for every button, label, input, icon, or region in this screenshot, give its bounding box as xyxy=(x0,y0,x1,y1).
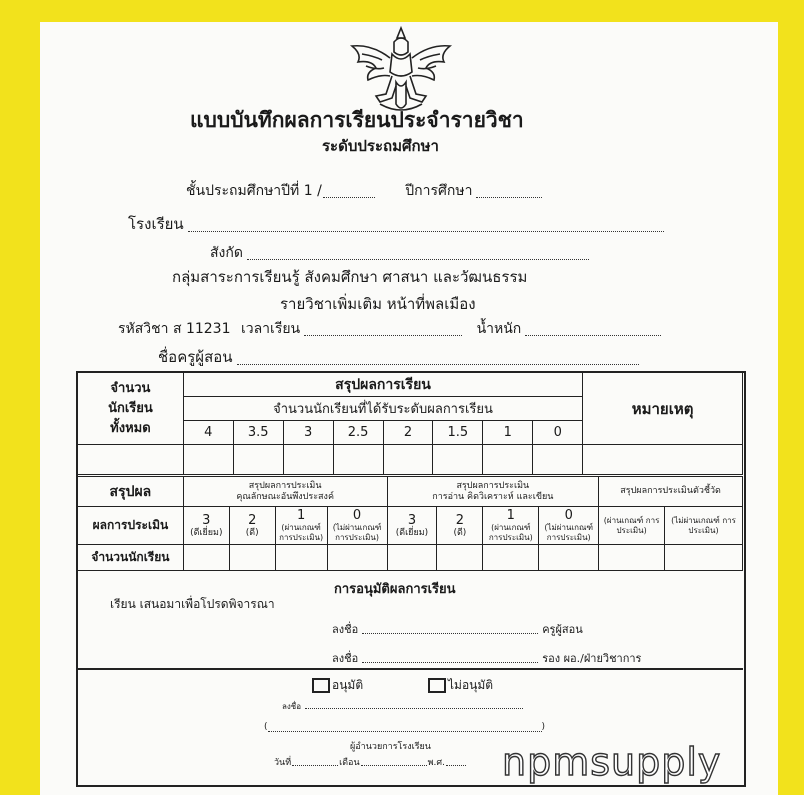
grade-label: ชั้นประถมศึกษาปีที่ 1 / xyxy=(186,183,322,199)
trait-level-1: 1 (ผ่านเกณฑ์ การประเมิน) xyxy=(275,507,327,545)
date-year-field[interactable] xyxy=(446,764,466,766)
indicator-pass: (ผ่านเกณฑ์ การประเมิน) xyxy=(599,507,665,545)
count-grade-0[interactable] xyxy=(533,445,583,475)
grade-2-5: 2.5 xyxy=(333,421,383,445)
district-line xyxy=(210,242,593,264)
results-subheader: จำนวนนักเรียนที่ได้รับระดับผลการเรียน xyxy=(183,397,582,421)
count-label: จำนวนนักเรียน xyxy=(78,545,184,571)
form-title: แบบบันทึกผลการเรียนประจำรายวิชา xyxy=(190,108,524,132)
deputy-role: รอง ผอ./ฝ่ายวิชาการ xyxy=(542,652,642,665)
deputy-sign-field[interactable] xyxy=(362,661,538,663)
grade-1: 1 xyxy=(483,421,533,445)
count-grade-1-5[interactable] xyxy=(433,445,483,475)
grade-2: 2 xyxy=(383,421,433,445)
reading-level-2: 2 (ดี) xyxy=(437,507,483,545)
reading-count-3[interactable] xyxy=(387,545,437,571)
director-name-line: ( ) xyxy=(264,722,546,732)
watermark-text: npmsupply xyxy=(502,740,722,784)
grade-0: 0 xyxy=(533,421,583,445)
remarks-cell[interactable] xyxy=(583,445,743,475)
district-label: สังกัด xyxy=(210,245,243,261)
hours-label: เวลาเรียน xyxy=(240,321,301,337)
count-grade-2-5[interactable] xyxy=(333,445,383,475)
trait-level-0: 0 (ไม่ผ่านเกณฑ์ การประเมิน) xyxy=(327,507,387,545)
subject-group: กลุ่มสาระการเรียนรู้ สังคมศึกษา ศาสนา และวัฒนธรรม xyxy=(172,268,528,286)
eval-label: ผลการประเมิน xyxy=(78,507,184,545)
grade-3: 3 xyxy=(283,421,333,445)
results-header: สรุปผลการเรียน xyxy=(183,373,582,397)
school-field[interactable] xyxy=(188,230,664,232)
teacher-role: ครูผู้สอน xyxy=(542,623,583,636)
assessment-table xyxy=(77,476,743,571)
count-grade-2[interactable] xyxy=(383,445,433,475)
reading-count-2[interactable] xyxy=(437,545,483,571)
count-grade-4[interactable] xyxy=(183,445,233,475)
teacher-field[interactable] xyxy=(237,363,639,365)
school-line xyxy=(128,212,668,236)
code-label: รหัสวิชา ส 11231 xyxy=(118,321,231,337)
subject-name: รายวิชาเพิ่มเติม หน้าที่พลเมือง xyxy=(280,295,476,313)
hours-field[interactable] xyxy=(304,334,462,336)
count-grade-3[interactable] xyxy=(283,445,333,475)
reading-count-1[interactable] xyxy=(483,545,539,571)
desired-traits-header: สรุปผลการประเมิน คุณลักษณะอันพึงประสงค์ xyxy=(183,477,387,507)
indicator-fail: (ไม่ผ่านเกณฑ์ การประเมิน) xyxy=(665,507,743,545)
teacher-sign-field[interactable] xyxy=(362,632,538,634)
summary-table xyxy=(77,372,743,475)
indicator-count-pass[interactable] xyxy=(599,545,665,571)
code-line xyxy=(118,318,665,340)
reading-count-0[interactable] xyxy=(539,545,599,571)
director-title: ผู้อำนวยการโรงเรียน xyxy=(350,742,431,752)
form-level: ระดับประถมศึกษา xyxy=(322,137,439,155)
reading-level-3: 3 (ดีเยี่ยม) xyxy=(387,507,437,545)
trait-count-1[interactable] xyxy=(275,545,327,571)
date-day-field[interactable] xyxy=(292,764,338,766)
total-students-header: จำนวน นักเรียน ทั้งหมด xyxy=(78,373,184,445)
approve-option[interactable]: อนุมัติ xyxy=(312,676,363,695)
approval-intro: เรียน เสนอมาเพื่อโปรดพิจารณา xyxy=(110,597,275,611)
grade-line xyxy=(186,180,546,202)
date-line: วันที่ เดือน พ.ศ. xyxy=(274,755,467,769)
teacher-sign-line: ลงชื่อ ครูผู้สอน xyxy=(332,623,583,636)
school-label: โรงเรียน xyxy=(128,215,184,233)
trait-count-2[interactable] xyxy=(229,545,275,571)
trait-count-3[interactable] xyxy=(183,545,229,571)
director-name-field[interactable] xyxy=(268,730,542,732)
approval-divider xyxy=(77,668,743,670)
deputy-sign-line: ลงชื่อ รอง ผอ./ฝ่ายวิชาการ xyxy=(332,652,642,665)
year-field[interactable] xyxy=(476,196,542,198)
reading-level-1: 1 (ผ่านเกณฑ์ การประเมิน) xyxy=(483,507,539,545)
count-grade-1[interactable] xyxy=(483,445,533,475)
trait-level-3: 3 (ดีเยี่ยม) xyxy=(183,507,229,545)
grade-1-5: 1.5 xyxy=(433,421,483,445)
trait-level-2: 2 (ดี) xyxy=(229,507,275,545)
reading-analysis-header: สรุปผลการประเมิน การอ่าน คิดวิเคราะห์ และเขียน xyxy=(387,477,599,507)
approve-checkbox[interactable] xyxy=(312,678,330,693)
grade-4: 4 xyxy=(183,421,233,445)
teacher-line xyxy=(158,345,643,369)
reading-level-0: 0 (ไม่ผ่านเกณฑ์ การประเมิน) xyxy=(539,507,599,545)
summary-label: สรุปผล xyxy=(78,477,184,507)
remarks-header: หมายเหตุ xyxy=(583,373,743,445)
director-sign-line: ลงชื่อ xyxy=(282,700,527,713)
reject-checkbox[interactable] xyxy=(428,678,446,693)
total-students-cell[interactable] xyxy=(78,445,184,475)
reject-option[interactable]: ไม่อนุมัติ xyxy=(428,676,493,695)
director-sign-field[interactable] xyxy=(305,707,523,709)
indicator-header: สรุปผลการประเมินตัวชี้วัด xyxy=(599,477,743,507)
weight-field[interactable] xyxy=(525,334,661,336)
indicator-count-fail[interactable] xyxy=(665,545,743,571)
date-month-field[interactable] xyxy=(361,764,427,766)
grade-field[interactable] xyxy=(323,196,375,198)
weight-label: น้ำหนัก xyxy=(476,321,522,337)
teacher-label: ชื่อครูผู้สอน xyxy=(158,348,233,366)
district-field[interactable] xyxy=(247,258,589,260)
year-label: ปีการศึกษา xyxy=(405,183,473,199)
count-grade-3-5[interactable] xyxy=(233,445,283,475)
trait-count-0[interactable] xyxy=(327,545,387,571)
approval-title: การอนุมัติผลการเรียน xyxy=(334,582,456,597)
grade-3-5: 3.5 xyxy=(233,421,283,445)
